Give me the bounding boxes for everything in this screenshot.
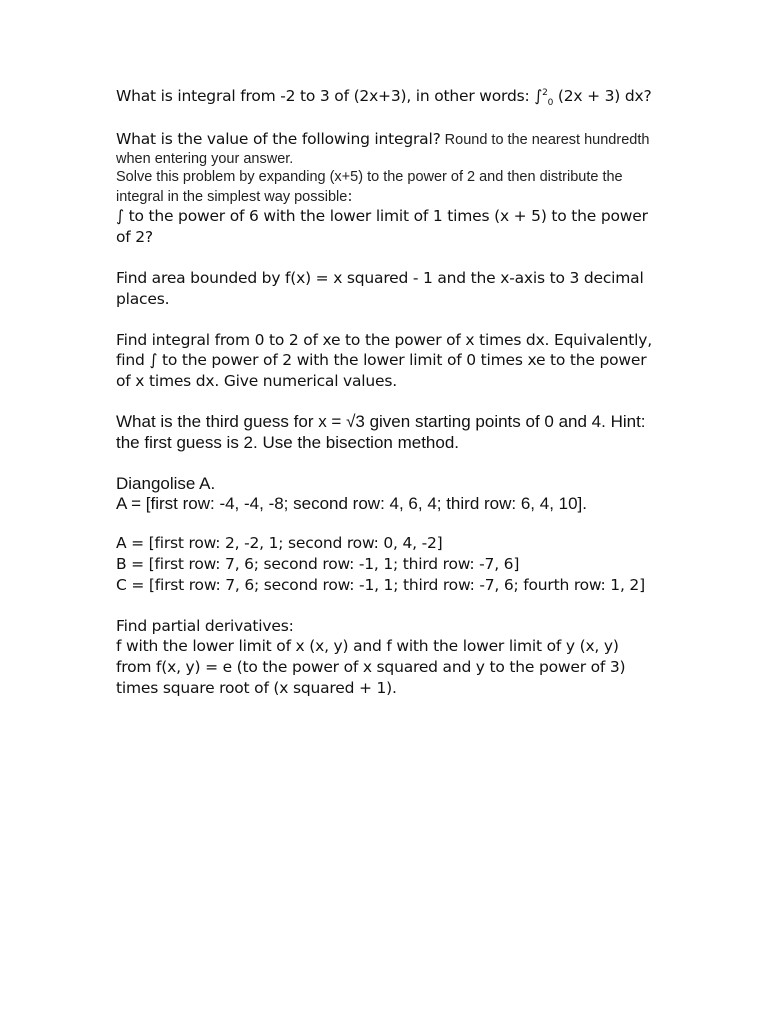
q8-line1: Find partial derivatives: <box>116 616 294 635</box>
q2-lead: What is the value of the following integral? <box>116 129 441 148</box>
q8-line2: f with the lower limit of x (x, y) and f with the lower limit of y (x, y) from f(x, y) = e (to the power of x squared and y to the power of 3) times square root of (x squared + 1). <box>116 637 626 697</box>
question-diagonalise <box>116 474 656 516</box>
matrix-c: C = [first row: 7, 6; second row: -1, 1; third row: -7, 6; fourth row: 1, 2] <box>116 575 645 594</box>
q2-instruction: Solve this problem by expanding (x+5) to the power of 2 and then distribute the integral in the simplest way possible <box>116 168 623 205</box>
question-definite-integral <box>116 86 656 107</box>
integral-upper-limit: 2 <box>542 87 548 98</box>
q2-colon: : <box>347 186 353 205</box>
integral-symbol: ∫ <box>534 87 543 105</box>
integral-lower-limit: 0 <box>547 98 554 109</box>
q1-text-after: (2x + 3) dx? <box>553 87 652 105</box>
q2-note: Round to the nearest hundredth when entering your answer. <box>116 131 650 167</box>
question-expand-integral <box>116 129 656 248</box>
question-partial-derivatives <box>116 616 656 699</box>
question-area-bounded: Find area bounded by f(x) = x squared - 1 and the x-axis to 3 decimal places. <box>116 268 644 308</box>
question-bisection: What is the third guess for x = √3 given starting points of 0 and 4. Hint: the first guess is 2. Use the bisection method. <box>116 411 646 452</box>
q6-line2: A = [first row: -4, -4, -8; second row: 4, 6, 4; third row: 6, 4, 10]. <box>116 494 588 514</box>
matrix-b: B = [first row: 7, 6; second row: -1, 1; third row: -7, 6] <box>116 554 520 573</box>
question-matrices <box>116 533 656 595</box>
question-integral-xex: Find integral from 0 to 2 of xe to the power of x times dx. Equivalently, find ∫ to the power of 2 with the lower limit of 0 times xe to the power of x times dx. Give numerical values. <box>116 330 652 391</box>
q6-line1: Diangolise A. <box>116 473 216 493</box>
q2-body: ∫ to the power of 6 with the lower limit of 1 times (x + 5) to the power of 2? <box>116 207 648 247</box>
matrix-a: A = [first row: 2, -2, 1; second row: 0, 4, -2] <box>116 534 443 553</box>
document-page <box>116 86 656 699</box>
q1-text-before: What is integral from -2 to 3 of (2x+3), in other words: <box>116 87 535 105</box>
